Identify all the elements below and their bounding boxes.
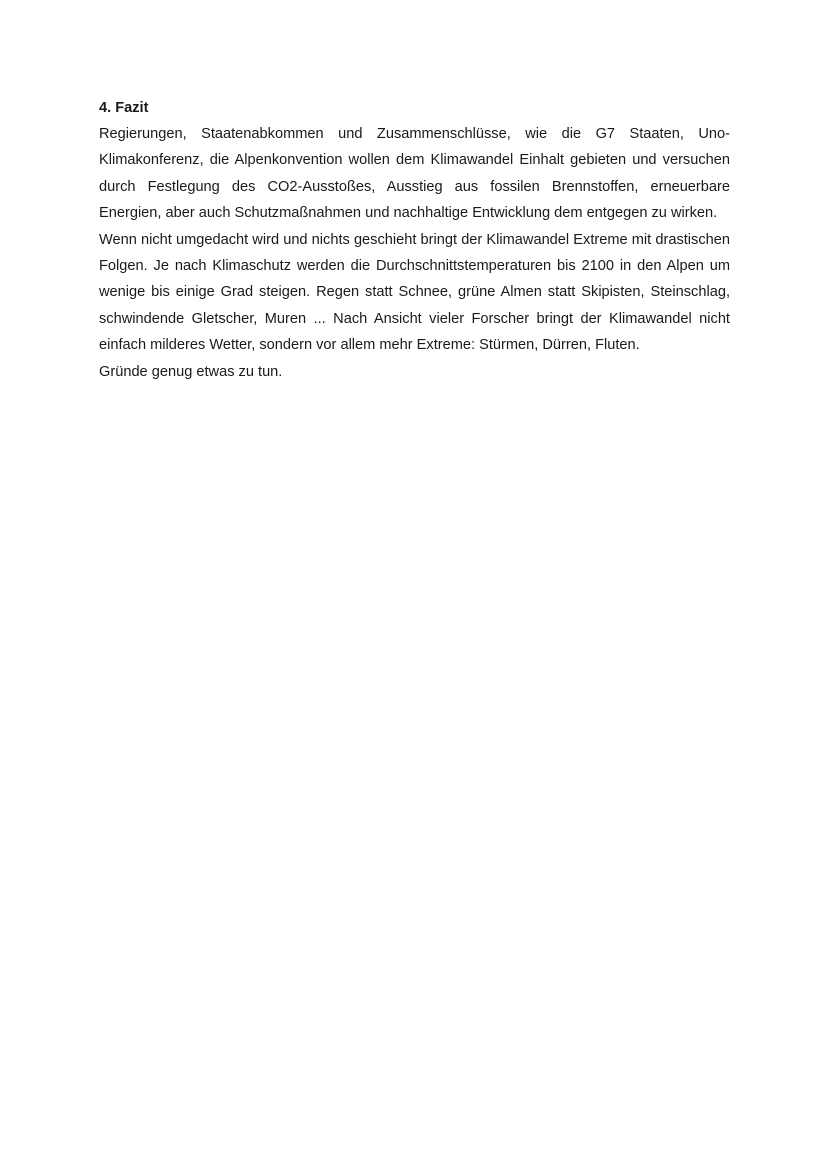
document-body bbox=[99, 97, 730, 385]
paragraph-conclusion: Gründe genug etwas zu tun. bbox=[99, 363, 283, 380]
paragraph-consequences: Wenn nicht umgedacht wird und nichts geschieht bringt der Klimawandel Extreme mit drastischen Folgen. Je nach Klimaschutz werden die Durchschnittstemperaturen bis 2100 in den Alpen um wenige bis einige Grad steigen. Regen statt Schnee, grüne Almen statt Skipisten, Steinschlag, schwindende Gletscher, Muren ... Nach Ansicht vieler Forscher bringt der Klimawandel nicht einfach milderes Wetter, sondern vor allem mehr Extreme: Stürmen, Dürren, Fluten. bbox=[99, 231, 730, 354]
section-heading: 4. Fazit bbox=[99, 100, 149, 116]
paragraph-agreements: Regierungen, Staatenabkommen und Zusammenschlüsse, wie die G7 Staaten, Uno-Klimakonferenz, die Alpenkonvention wollen dem Klimawandel Einhalt gebieten und versuchen durch Festlegung des CO2-Ausstoßes, Ausstieg aus fossilen Brennstoffen, erneuerbare Energien, aber auch Schutzmaßnahmen und nachhaltige Entwicklung dem entgegen zu wirken. bbox=[99, 126, 730, 222]
